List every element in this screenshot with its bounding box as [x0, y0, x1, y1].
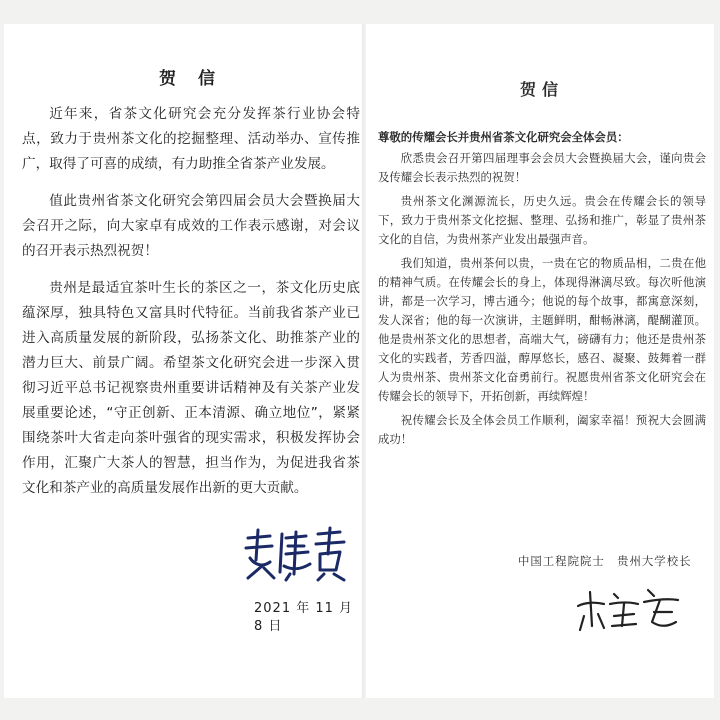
right-letter-title: 贺信: [519, 80, 564, 99]
left-letter-title: 贺 信: [159, 69, 223, 89]
right-letter-organization: 中国工程院院士 贵州大学校长: [518, 554, 692, 568]
right-paragraph-3: 我们知道，贵州茶何以贵，一贵在它的物质品相，二贵在他的精神气质。在传耀会长的身上，体现得淋漓尽致。每次听他演讲，都是一次学习，博古通今；他说的每个故事，都寓意深刻，发人深省；他的每一次演讲，主题鲜明，酣畅淋漓，醍醐灌顶。他是贵州茶文化的思想者，高端大气，磅礴有力；他还是贵州茶文化的实践者，芳香四溢，醇厚悠长，感召、凝聚、鼓舞着一群人为贵州茶、贵州茶文化奋勇前行。祝愿贵州省茶文化研究会在传耀会长的领导下，开拓创新，再续辉煌！: [378, 256, 706, 403]
left-paragraph-3: 贵州是最适宜茶叶生长的茶区之一，茶文化历史底蕴深厚，独具特色又富具时代特征。当前我省茶产业已进入高质量发展的新阶段，弘扬茶文化、助推茶产业的潜力巨大、前景广阔。希望茶文化研究会进一步深入贯彻习近平总书记视察贵州重要讲话精神及有关茶产业发展重要论述，“守正创新、正本清源、确立地位”，紧紧围绕茶叶大省走向茶叶强省的现实需求，积极发挥协会作用，汇聚广大茶人的智慧，担当作为，为促进我省茶文化和茶产业的高质量发展作出新的更大贡献。: [22, 280, 360, 496]
right-paragraph-4: 祝传耀会长及全体会员工作顺利，阖家幸福！预祝大会圆满成功！: [378, 413, 706, 446]
right-letter: [366, 24, 714, 698]
right-signature-mark: [574, 582, 684, 634]
right-salutation: 尊敬的传耀会长并贵州省茶文化研究会全体会员：: [378, 130, 629, 144]
right-paragraph-1: 欣悉贵会召开第四届理事会会员大会暨换届大会，谨向贵会及传耀会长表示热烈的祝贺！: [378, 151, 706, 184]
right-signature: [574, 582, 684, 640]
left-signature-mark: [240, 524, 352, 582]
left-paragraph-1: 近年来，省茶文化研究会充分发挥茶行业协会特点，致力于贵州茶文化的挖掘整理、活动举办、宣传推广，取得了可喜的成绩，有力助推全省茶产业发展。: [22, 106, 360, 172]
left-letter: [4, 24, 366, 698]
right-paragraph-2: 贵州茶文化渊源流长，历史久远。贵会在传耀会长的领导下，致力于贵州茶文化挖掘、整理、弘扬和推广，彰显了贵州茶文化的自信，为贵州茶产业发出最强声音。: [378, 194, 706, 246]
left-signature: [240, 524, 352, 591]
left-letter-date: 2021 年 11 月 8 日: [254, 601, 354, 634]
left-paragraph-2: 值此贵州省茶文化研究会第四届会员大会暨换届大会召开之际，向大家卓有成效的工作表示感谢，对会议的召开表示热烈祝贺！: [22, 193, 360, 259]
